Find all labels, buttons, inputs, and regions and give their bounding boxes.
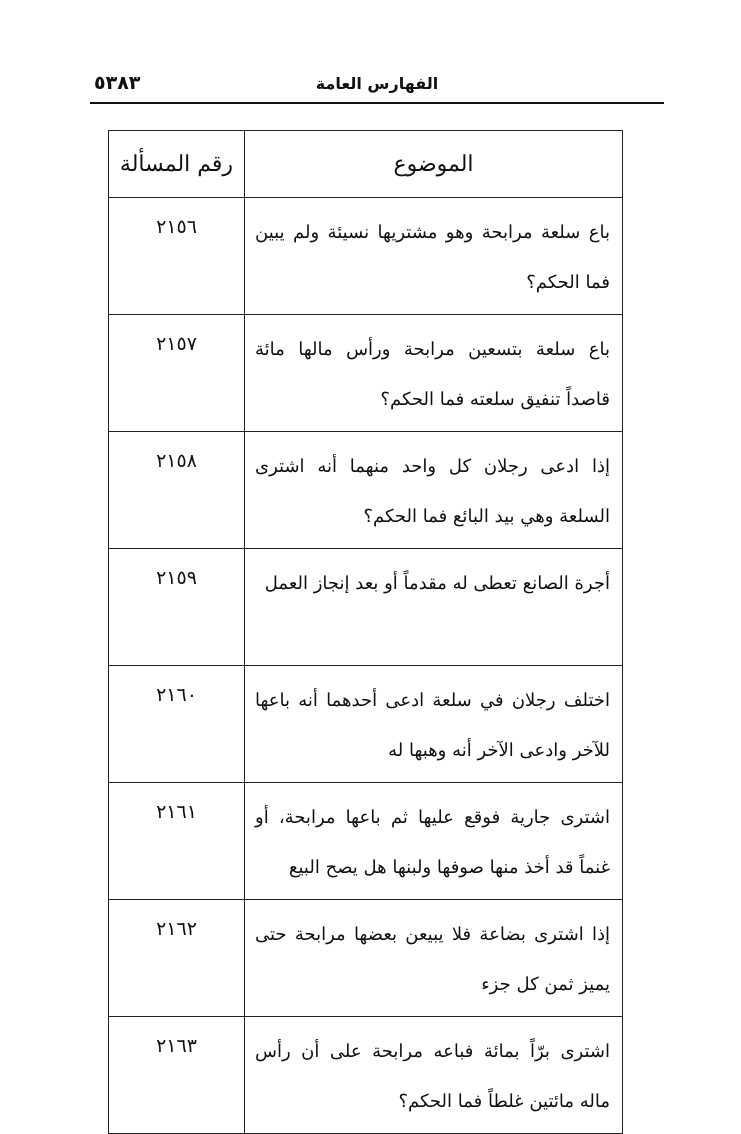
issue-number-cell: ٢١٦٣ bbox=[109, 1017, 245, 1134]
index-table bbox=[108, 130, 623, 1134]
issue-number-cell: ٢١٦٢ bbox=[109, 900, 245, 1017]
issue-number-cell: ٢١٥٨ bbox=[109, 432, 245, 549]
table-row bbox=[109, 900, 623, 1017]
topic-cell: اشترى جارية فوقع عليها ثم باعها مرابحة، أو غنماً قد أخذ منها صوفها ولبنها هل يصح البيع bbox=[245, 783, 623, 900]
table-row bbox=[109, 198, 623, 315]
page-header bbox=[90, 72, 664, 104]
topic-cell: اشترى برّاً بمائة فباعه مرابحة على أن رأس ماله مائتين غلطاً فما الحكم؟ bbox=[245, 1017, 623, 1134]
column-header-topic: الموضوع bbox=[245, 131, 623, 198]
topic-cell: إذا اشترى بضاعة فلا يبيعن بعضها مرابحة حتى يميز ثمن كل جزء bbox=[245, 900, 623, 1017]
table-row bbox=[109, 783, 623, 900]
table-row bbox=[109, 1017, 623, 1134]
table-row bbox=[109, 432, 623, 549]
topic-cell: باع سلعة بتسعين مرابحة ورأس مالها مائة قاصداً تنفيق سلعته فما الحكم؟ bbox=[245, 315, 623, 432]
issue-number-cell: ٢١٥٦ bbox=[109, 198, 245, 315]
table-header-row bbox=[109, 131, 623, 198]
running-title: الفهارس العامة bbox=[315, 74, 439, 93]
topic-cell: اختلف رجلان في سلعة ادعى أحدهما أنه باعها للآخر وادعى الآخر أنه وهبها له bbox=[245, 666, 623, 783]
page-number: ٥٣٨٣ bbox=[94, 72, 141, 94]
issue-number-cell: ٢١٦١ bbox=[109, 783, 245, 900]
topic-cell: أجرة الصانع تعطى له مقدماً أو بعد إنجاز العمل bbox=[245, 549, 623, 666]
table-row bbox=[109, 549, 623, 666]
issue-number-cell: ٢١٦٠ bbox=[109, 666, 245, 783]
issue-number-cell: ٢١٥٩ bbox=[109, 549, 245, 666]
column-header-number: رقم المسألة bbox=[109, 131, 245, 198]
issue-number-cell: ٢١٥٧ bbox=[109, 315, 245, 432]
topic-cell: باع سلعة مرابحة وهو مشتريها نسيئة ولم يبين فما الحكم؟ bbox=[245, 198, 623, 315]
table-row bbox=[109, 666, 623, 783]
topic-cell: إذا ادعى رجلان كل واحد منهما أنه اشترى السلعة وهي بيد البائع فما الحكم؟ bbox=[245, 432, 623, 549]
table-row bbox=[109, 315, 623, 432]
